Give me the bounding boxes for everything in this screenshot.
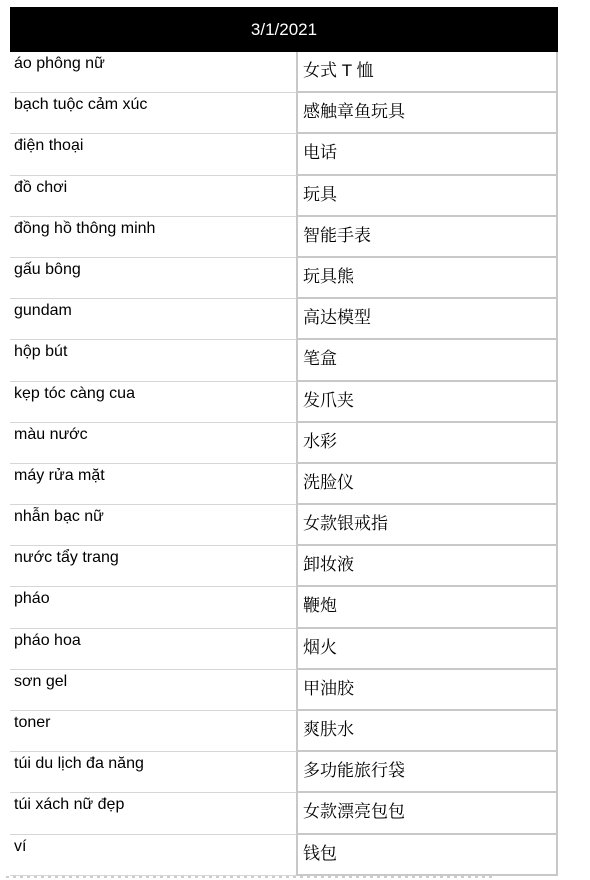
header-date: 3/1/2021 [250,19,318,39]
vietnamese-term-cell: pháo hoa [10,629,296,670]
table-row [10,546,558,587]
vietnamese-term-cell: toner [10,711,296,752]
table-row [10,52,558,93]
vietnamese-term-cell: hộp bút [10,340,296,381]
vietnamese-term-cell: pháo [10,587,296,628]
table-header [10,7,558,52]
vietnamese-term-cell: đồng hồ thông minh [10,217,296,258]
table-row [10,587,558,628]
vietnamese-term-cell: gundam [10,299,296,340]
chinese-term-cell: 玩具熊 [296,258,558,299]
vietnamese-term-cell: nước tẩy trang [10,546,296,587]
table-row [10,711,558,752]
chinese-term-cell: 女款漂亮包包 [296,793,558,834]
table-row [10,423,558,464]
vietnamese-term-cell: túi xách nữ đẹp [10,793,296,834]
table-row [10,299,558,340]
table-row [10,752,558,793]
table-row [10,793,558,834]
chinese-term-cell: 爽肤水 [296,711,558,752]
chinese-term-cell: 感触章鱼玩具 [296,93,558,134]
chinese-term-cell: 发爪夹 [296,382,558,423]
vietnamese-term-cell: gấu bông [10,258,296,299]
vietnamese-term-cell: máy rửa mặt [10,464,296,505]
vietnamese-term-cell: áo phông nữ [10,52,296,93]
vietnamese-term-cell: nhẫn bạc nữ [10,505,296,546]
chinese-term-cell: 钱包 [296,835,558,876]
vietnamese-term-cell: kẹp tóc càng cua [10,382,296,423]
table-row [10,629,558,670]
chinese-term-cell: 洗脸仪 [296,464,558,505]
chinese-term-cell: 烟火 [296,629,558,670]
table-row [10,382,558,423]
table-row [10,340,558,381]
chinese-term-cell: 多功能旅行袋 [296,752,558,793]
table-row [10,505,558,546]
vietnamese-term-cell: sơn gel [10,670,296,711]
table-row [10,670,558,711]
table-row [10,93,558,134]
table-row [10,835,558,876]
chinese-term-cell: 甲油胶 [296,670,558,711]
chinese-term-cell: 卸妆液 [296,546,558,587]
chinese-term-cell: 女款银戒指 [296,505,558,546]
vietnamese-term-cell: điện thoại [10,134,296,175]
table-body [10,52,558,876]
table-row [10,217,558,258]
chinese-term-cell: 鞭炮 [296,587,558,628]
chinese-term-cell: 玩具 [296,176,558,217]
table-row [10,176,558,217]
table-row [10,134,558,175]
chinese-term-cell: 水彩 [296,423,558,464]
table-row [10,464,558,505]
chinese-term-cell: 高达模型 [296,299,558,340]
chinese-term-cell: 笔盒 [296,340,558,381]
cut-off-footer-text [0,874,590,880]
vietnamese-term-cell: màu nước [10,423,296,464]
vietnamese-term-cell: đồ chơi [10,176,296,217]
vietnamese-term-cell: túi du lịch đa năng [10,752,296,793]
table-row [10,258,558,299]
chinese-term-cell: 智能手表 [296,217,558,258]
vietnamese-term-cell: bạch tuộc cảm xúc [10,93,296,134]
chinese-term-cell: 电话 [296,134,558,175]
chinese-term-cell: 女式 T 恤 [296,52,558,93]
vietnamese-term-cell: ví [10,835,296,876]
vocabulary-table [10,7,558,876]
